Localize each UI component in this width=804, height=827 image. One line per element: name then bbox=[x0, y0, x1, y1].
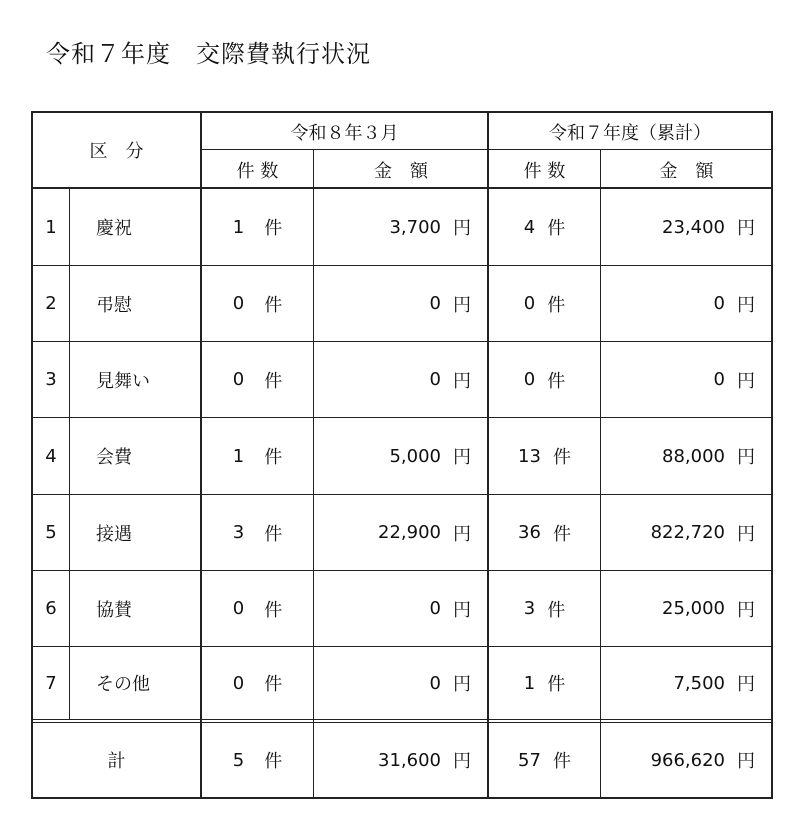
total-year-amount bbox=[602, 723, 771, 797]
count-unit: 件 bbox=[547, 218, 566, 239]
header-period-year: 令和７年度（累計） bbox=[549, 122, 711, 144]
amount-unit: 円 bbox=[453, 370, 471, 392]
total-month-count-value: 5 bbox=[232, 749, 245, 771]
total-year-count bbox=[489, 723, 600, 797]
count-unit: 件 bbox=[552, 447, 571, 468]
amount-unit: 円 bbox=[737, 751, 755, 772]
row-month-amount-value: 5,000 bbox=[389, 445, 441, 467]
row-month-amount bbox=[315, 571, 487, 646]
row-year-amount-value: 0 bbox=[713, 293, 725, 314]
amount-unit: 円 bbox=[453, 447, 471, 468]
header-year-count: 件 数 bbox=[523, 160, 566, 182]
row-month-amount-value: 0 bbox=[429, 293, 441, 314]
row-number: 6 bbox=[45, 598, 57, 619]
row-month-amount-value: 3,700 bbox=[389, 216, 441, 238]
amount-unit: 円 bbox=[737, 674, 755, 695]
row-month-count-value: 1 bbox=[232, 216, 245, 238]
total-label: 計 bbox=[107, 751, 126, 772]
row-month-count-value: 0 bbox=[232, 672, 245, 694]
count-unit: 件 bbox=[547, 599, 566, 621]
count-unit: 件 bbox=[264, 599, 283, 621]
row-year-amount-value: 0 bbox=[713, 369, 725, 390]
row-month-amount bbox=[315, 418, 487, 494]
row-month-amount-value: 0 bbox=[429, 369, 441, 390]
row-year-amount bbox=[602, 647, 771, 719]
row-year-count-value: 3 bbox=[523, 598, 536, 619]
row-year-count-value: 0 bbox=[523, 369, 536, 390]
row-month-count-value: 1 bbox=[232, 445, 245, 467]
row-category-name: 慶祝 bbox=[96, 218, 132, 239]
row-year-amount bbox=[602, 342, 771, 417]
total-year-count-value: 57 bbox=[518, 749, 541, 771]
amount-unit: 円 bbox=[453, 674, 471, 695]
amount-unit: 円 bbox=[453, 599, 471, 621]
count-unit: 件 bbox=[552, 751, 571, 772]
count-unit: 件 bbox=[264, 674, 283, 695]
row-month-count bbox=[202, 418, 313, 494]
row-year-amount bbox=[602, 495, 771, 570]
count-unit: 件 bbox=[264, 523, 283, 545]
row-month-count-value: 0 bbox=[232, 293, 245, 314]
count-unit: 件 bbox=[264, 294, 283, 316]
count-unit: 件 bbox=[547, 674, 566, 695]
row-month-amount-value: 22,900 bbox=[378, 522, 441, 543]
count-unit: 件 bbox=[264, 218, 283, 239]
expense-table bbox=[31, 111, 773, 799]
header-category: 区 分 bbox=[89, 141, 144, 162]
row-year-amount bbox=[602, 418, 771, 494]
row-month-amount bbox=[315, 495, 487, 570]
count-unit: 件 bbox=[264, 447, 283, 468]
row-year-amount-value: 88,000 bbox=[662, 445, 725, 467]
header-period-month: 令和８年３月 bbox=[290, 122, 399, 144]
amount-unit: 円 bbox=[453, 218, 471, 239]
amount-unit: 円 bbox=[737, 447, 755, 468]
amount-unit: 円 bbox=[737, 370, 755, 392]
row-category-name: 会費 bbox=[96, 447, 132, 468]
row-year-count-value: 1 bbox=[523, 672, 536, 694]
total-month-count bbox=[202, 723, 313, 797]
row-year-amount-value: 822,720 bbox=[650, 522, 725, 543]
row-month-count-value: 0 bbox=[232, 598, 245, 619]
header-month-count: 件 数 bbox=[236, 160, 279, 182]
row-year-amount-value: 23,400 bbox=[662, 216, 725, 238]
count-unit: 件 bbox=[264, 370, 283, 392]
amount-unit: 円 bbox=[453, 523, 471, 545]
row-category-name: 接遇 bbox=[96, 523, 132, 545]
row-year-count-value: 36 bbox=[518, 522, 541, 543]
total-double-line-top bbox=[33, 719, 771, 720]
count-unit: 件 bbox=[264, 751, 283, 772]
row-year-amount-value: 25,000 bbox=[662, 598, 725, 619]
col-line-month-amount bbox=[313, 150, 314, 797]
row-month-count bbox=[202, 189, 313, 265]
row-category-name: 協賛 bbox=[96, 599, 132, 621]
page-title: 令和７年度 交際費執行状況 bbox=[46, 40, 371, 68]
row-number: 7 bbox=[45, 672, 57, 694]
row-year-count bbox=[489, 495, 600, 570]
row-month-amount-value: 0 bbox=[429, 672, 441, 694]
row-year-count bbox=[489, 266, 600, 341]
row-year-amount bbox=[602, 571, 771, 646]
count-unit: 件 bbox=[547, 294, 566, 316]
total-year-amount-value: 966,620 bbox=[650, 749, 725, 771]
row-year-amount-value: 7,500 bbox=[673, 672, 725, 694]
row-month-amount bbox=[315, 266, 487, 341]
row-month-count bbox=[202, 571, 313, 646]
row-number: 4 bbox=[45, 445, 57, 467]
row-category-name: 見舞い bbox=[96, 370, 150, 392]
count-unit: 件 bbox=[547, 370, 566, 392]
amount-unit: 円 bbox=[453, 751, 471, 772]
row-year-count bbox=[489, 342, 600, 417]
row-month-amount bbox=[315, 342, 487, 417]
row-year-count bbox=[489, 418, 600, 494]
amount-unit: 円 bbox=[737, 294, 755, 316]
count-unit: 件 bbox=[552, 523, 571, 545]
row-number: 1 bbox=[45, 216, 57, 238]
row-month-count-value: 3 bbox=[232, 522, 245, 543]
amount-unit: 円 bbox=[737, 599, 755, 621]
row-category-name: 弔慰 bbox=[96, 294, 132, 316]
total-month-amount-value: 31,600 bbox=[378, 749, 441, 771]
header-year-amount: 金 額 bbox=[659, 160, 714, 182]
row-year-amount bbox=[602, 189, 771, 265]
header-month-amount: 金 額 bbox=[374, 160, 428, 182]
row-year-count bbox=[489, 647, 600, 719]
amount-unit: 円 bbox=[737, 523, 755, 545]
row-number: 5 bbox=[45, 522, 57, 543]
row-month-count bbox=[202, 647, 313, 719]
row-number: 2 bbox=[45, 293, 57, 314]
total-month-amount bbox=[315, 723, 487, 797]
amount-unit: 円 bbox=[737, 218, 755, 239]
row-year-count bbox=[489, 571, 600, 646]
row-month-amount bbox=[315, 189, 487, 265]
row-year-count bbox=[489, 189, 600, 265]
row-year-count-value: 0 bbox=[523, 293, 536, 314]
row-month-amount-value: 0 bbox=[429, 598, 441, 619]
row-month-amount bbox=[315, 647, 487, 719]
row-category-name: その他 bbox=[96, 674, 150, 695]
row-month-count-value: 0 bbox=[232, 369, 245, 390]
row-month-count bbox=[202, 266, 313, 341]
row-year-count-value: 13 bbox=[518, 445, 541, 467]
amount-unit: 円 bbox=[453, 294, 471, 316]
row-month-count bbox=[202, 342, 313, 417]
row-number: 3 bbox=[45, 369, 57, 390]
row-year-amount bbox=[602, 266, 771, 341]
row-month-count bbox=[202, 495, 313, 570]
row-year-count-value: 4 bbox=[523, 216, 536, 238]
col-line-year-amount bbox=[600, 150, 601, 797]
